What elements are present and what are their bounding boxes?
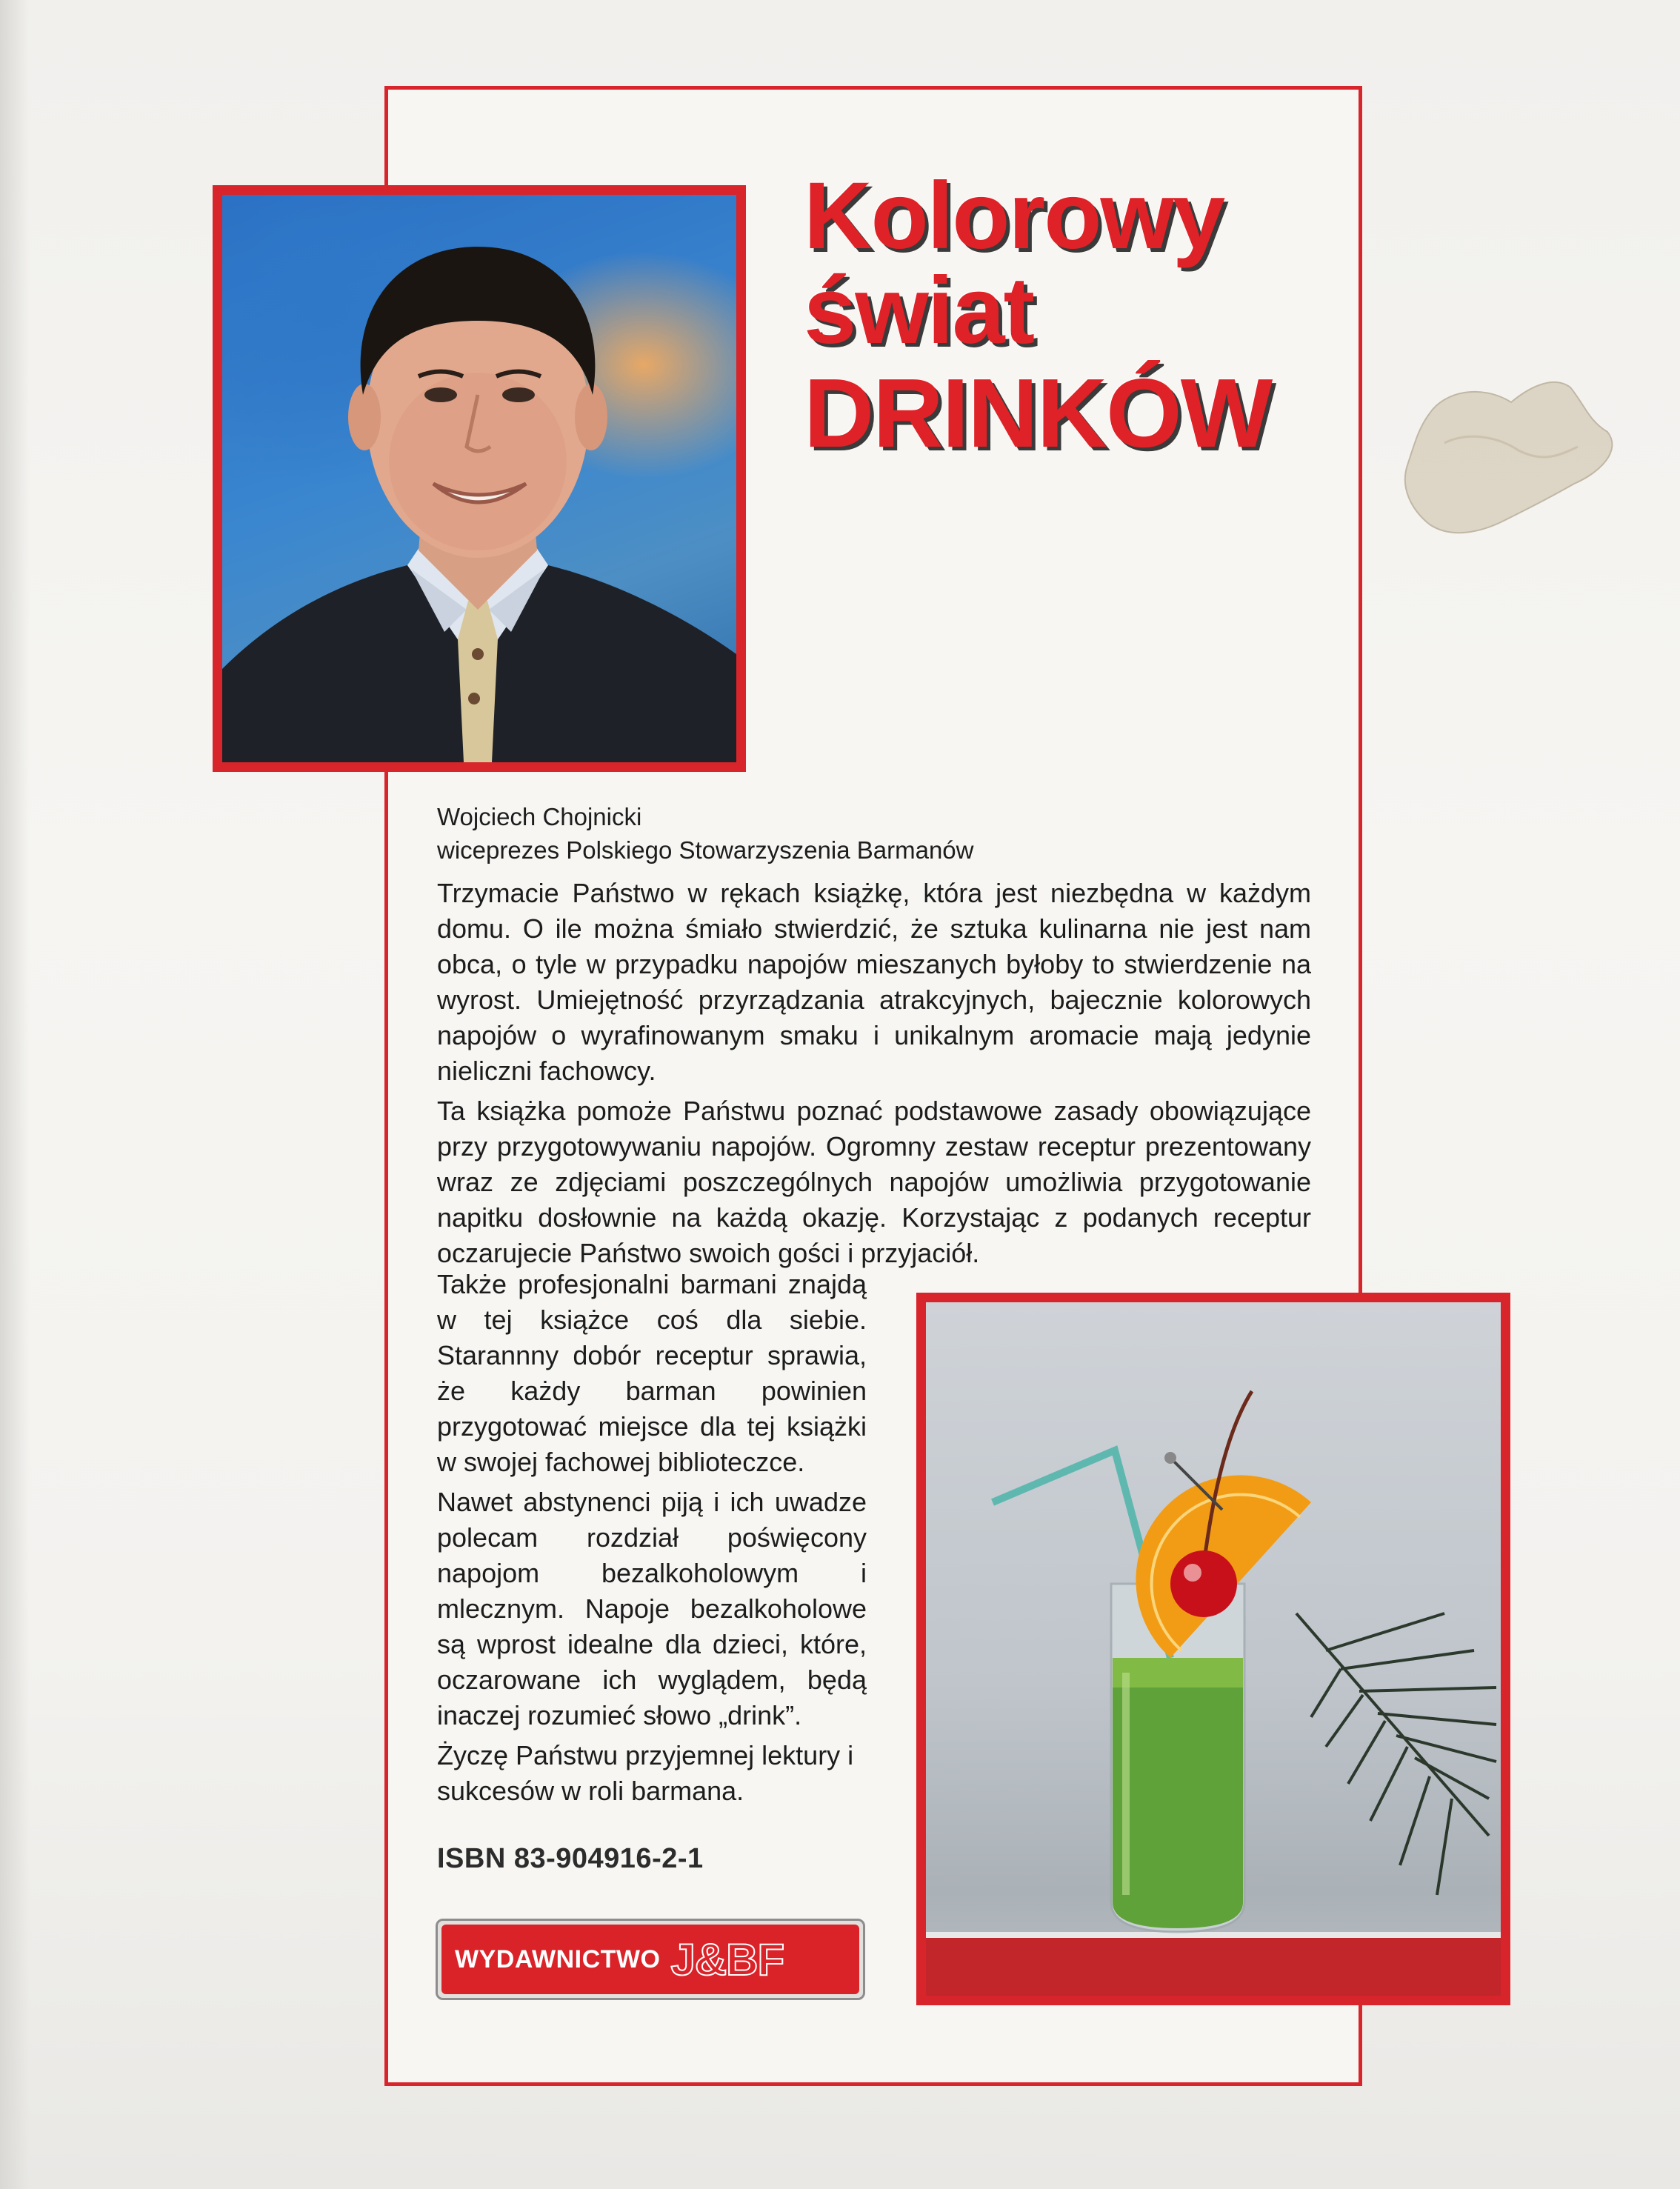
paragraph-1: Trzymacie Państwo w rękach książkę, która jest niezbędna w każdym domu. O ile można śmiało stwierdzić, że sztuka kulinarna nie jest nam obca, o tyle w przypadku napojów mieszanych byłoby to stwierdzenie na wyrost. Umiejętność przyrządzania atrakcyjnych, bajecznie kolorowych napojów o wyrafinowanym smaku i unikalnym aromacie mają jedynie nieliczni fachowcy. bbox=[437, 878, 1311, 1086]
author-role: wiceprezes Polskiego Stowarzyszenia Barmanów bbox=[437, 836, 974, 864]
publisher-mark: J&BF bbox=[670, 1934, 784, 1985]
title-line-2: świat bbox=[804, 258, 1034, 364]
paragraph-4: Nawet abstynenci piją i ich uwadze polecam rozdział poświęcony napojom bezalkoholowym i mlecznym. Napoje bezalkoholowe są wprost idealne dla dzieci, które, oczarowane ich wyglądem, będą inaczej rozumieć słowo „drink”. bbox=[437, 1487, 867, 1730]
paragraph-3: Także profesjonalni barmani znajdą w tej książce coś dla siebie. Starannny dobór receptur sprawia, że każdy barman powinien przygotować miejsce dla tej książki w swojej fachowej biblioteczce. bbox=[437, 1269, 867, 1477]
intro-text bbox=[437, 876, 1311, 1276]
author-byline bbox=[437, 800, 974, 867]
title-line-3: DRINKÓW bbox=[804, 359, 1272, 467]
book-title bbox=[804, 163, 1272, 467]
publisher-word: WYDAWNICTWO bbox=[455, 1945, 661, 1973]
author-name: Wojciech Chojnicki bbox=[437, 803, 642, 830]
drink-illustration bbox=[926, 1302, 1501, 1996]
paragraph-5: Życzę Państwu przyjemnej lektury i sukcesów w roli barmana. bbox=[437, 1740, 854, 1806]
portrait-illustration bbox=[222, 195, 736, 762]
worn-stain bbox=[1400, 361, 1622, 547]
isbn-number: ISBN 83-904916-2-1 bbox=[437, 1843, 704, 1874]
paragraph-2: Ta książka pomoże Państwu poznać podstawowe zasady obowiązujące przy przygotowywaniu napojów. Ogromny zestaw receptur prezentowany wraz ze zdjęciami poszczególnych napojów umożliwia przygotowanie napitku dosłownie na każdą okazję. Korzystając z podanych receptur oczarujecie Państwo swoich gości i przyjaciół. bbox=[437, 1096, 1311, 1268]
cover-edge-shadow bbox=[0, 0, 30, 2189]
title-line-1: Kolorowy bbox=[804, 163, 1224, 269]
drink-photo bbox=[916, 1293, 1510, 2005]
publisher-logo bbox=[436, 1919, 865, 2000]
side-text bbox=[437, 1267, 867, 1813]
author-photo bbox=[213, 185, 746, 772]
